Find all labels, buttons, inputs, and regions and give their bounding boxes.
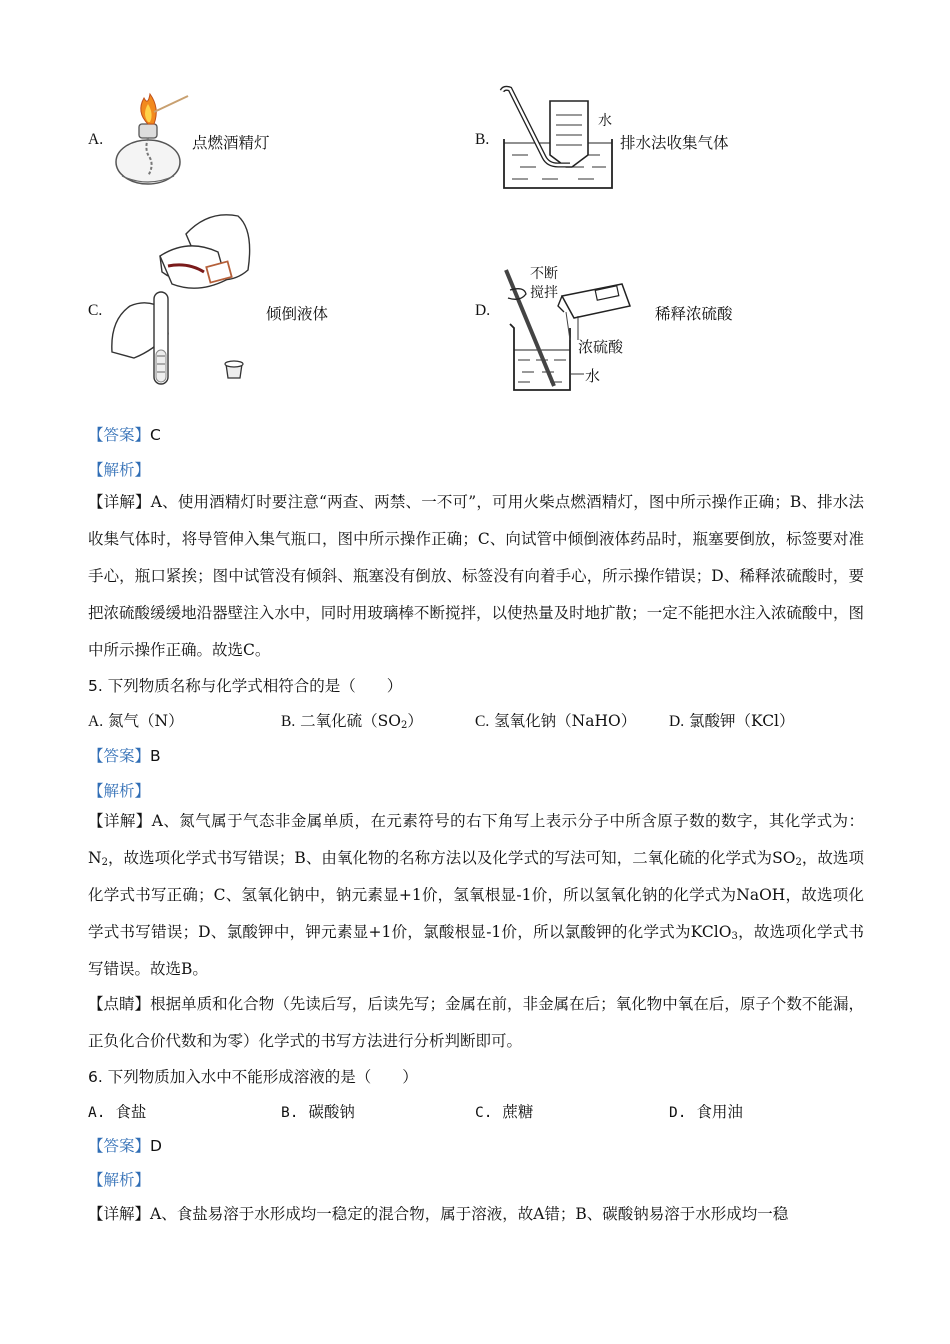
tip-text: 根据单质和化合物（先读后写，后读先写；金属在前，非金属在后；氧化物中氧在后，原子个数不能漏，正负化合价代数和为零）化学式的书写方法进行分析判断即可。 — [88, 995, 864, 1050]
q6-answer — [88, 1134, 162, 1156]
q5-answer — [88, 744, 161, 766]
tip-tag: 【点睛】 — [88, 995, 151, 1013]
q6-option-c: C. 蔗糖 — [475, 1103, 534, 1121]
answer-tag: 【答案】 — [88, 1137, 151, 1155]
option-b-letter: B. — [475, 131, 490, 148]
q6-option-b: B. 碳酸钠 — [281, 1103, 355, 1121]
q4-analysis-tag: 【解析】 — [88, 461, 151, 479]
q5-option-d: D. 氯酸钾（KCl） — [669, 712, 795, 730]
answer-value: D — [150, 1137, 162, 1155]
option-a-caption: 点燃酒精灯 — [192, 134, 270, 152]
q5-detail: 【详解】A、氮气属于气态非金属单质，在元素符号的右下角写上表示分子中所含原子数的数字，其化学式为：$N_2$，故选项化学式书写错误；B、由氧化物的名称方法以及化学式的写法可知，二氧化硫的化学式为$SO_2$，故选项化学式书写正确；C、氢氧化钠中，钠元素显+1价，氢氧根显-1价，所以氢氧化钠的化学式为NaOH，故选项化学式书写错误；D、氯酸钾中，钾元素显+1价，氯酸根显-1价，所以氯酸钾的化学式为KClO$_3$，故选项化学式书写错误。故选B。 — [88, 812, 864, 978]
detail-text: A、使用酒精灯时要注意“两查、两禁、一不可”，可用火柴点燃酒精灯，图中所示操作正确；B、排水法收集气体时，将导管伸入集气瓶口，图中所示操作正确；C、向试管中倾倒液体药品时，瓶塞要倒放，标签要对准手心，瓶口紧挨；图中试管没有倾斜、瓶塞没有倒放、标签没有向着手心，所示操作错误；D、稀释浓硫酸时，要把浓硫酸缓缓地沿器壁注入水中，同时用玻璃棒不断搅拌，以使热量及时地扩散；一定不能把水注入浓硫酸中，图中所示操作正确。故选C。 — [88, 493, 864, 659]
option-c-caption: 倾倒液体 — [266, 305, 329, 323]
figure-d-label-stir: 搅拌 — [530, 285, 558, 301]
option-d-letter: D. — [475, 302, 491, 319]
option-d-caption: 稀释浓硫酸 — [655, 305, 733, 323]
option-b-caption: 排水法收集气体 — [620, 134, 729, 152]
q6-stem — [88, 1065, 418, 1087]
q6-detail: 【详解】A、食盐易溶于水形成均一稳定的混合物，属于溶液，故A错；B、碳酸钠易溶于水形成均一稳 — [88, 1205, 789, 1223]
q4-answer — [88, 423, 161, 445]
answer-value: C — [150, 426, 161, 444]
q5-stem-text: 下列物质名称与化学式相符合的是（ ） — [107, 677, 403, 695]
q6-option-a: A. 食盐 — [88, 1103, 147, 1121]
q5-analysis-tag: 【解析】 — [88, 782, 151, 800]
option-a-letter: A. — [88, 131, 104, 148]
alcohol-lamp-figure — [108, 90, 190, 190]
q5-stem — [88, 674, 402, 696]
water-displacement-figure — [498, 85, 618, 190]
q4-detail — [88, 484, 864, 669]
figure-d-label-continuous: 不断 — [530, 266, 558, 282]
q5-option-a: A. 氮气（N） — [88, 712, 184, 730]
detail-tag: 【详解】 — [88, 493, 151, 511]
dilute-acid-figure — [500, 262, 660, 394]
answer-value: B — [150, 747, 161, 765]
answer-tag: 【答案】 — [88, 426, 151, 444]
q5-option-b: B. 二氧化硫$(SO_2)$ — [281, 712, 423, 731]
q5-tip — [88, 986, 864, 1060]
q5-option-c: C. 氢氧化钠（NaHO） — [475, 712, 637, 730]
pouring-liquid-figure — [108, 210, 258, 388]
q5-number: 5. — [88, 677, 103, 695]
q6-option-d: D. 食用油 — [669, 1103, 743, 1121]
figure-b-water-label: 水 — [598, 113, 612, 129]
q6-number: 6. — [88, 1068, 103, 1086]
option-c-letter: C. — [88, 302, 103, 319]
figure-d-label-water: 水 — [585, 367, 601, 385]
q6-analysis-tag: 【解析】 — [88, 1171, 151, 1189]
figure-d-label-acid: 浓硫酸 — [578, 338, 624, 356]
answer-tag: 【答案】 — [88, 747, 151, 765]
q6-stem-text: 下列物质加入水中不能形成溶液的是（ ） — [107, 1068, 418, 1086]
